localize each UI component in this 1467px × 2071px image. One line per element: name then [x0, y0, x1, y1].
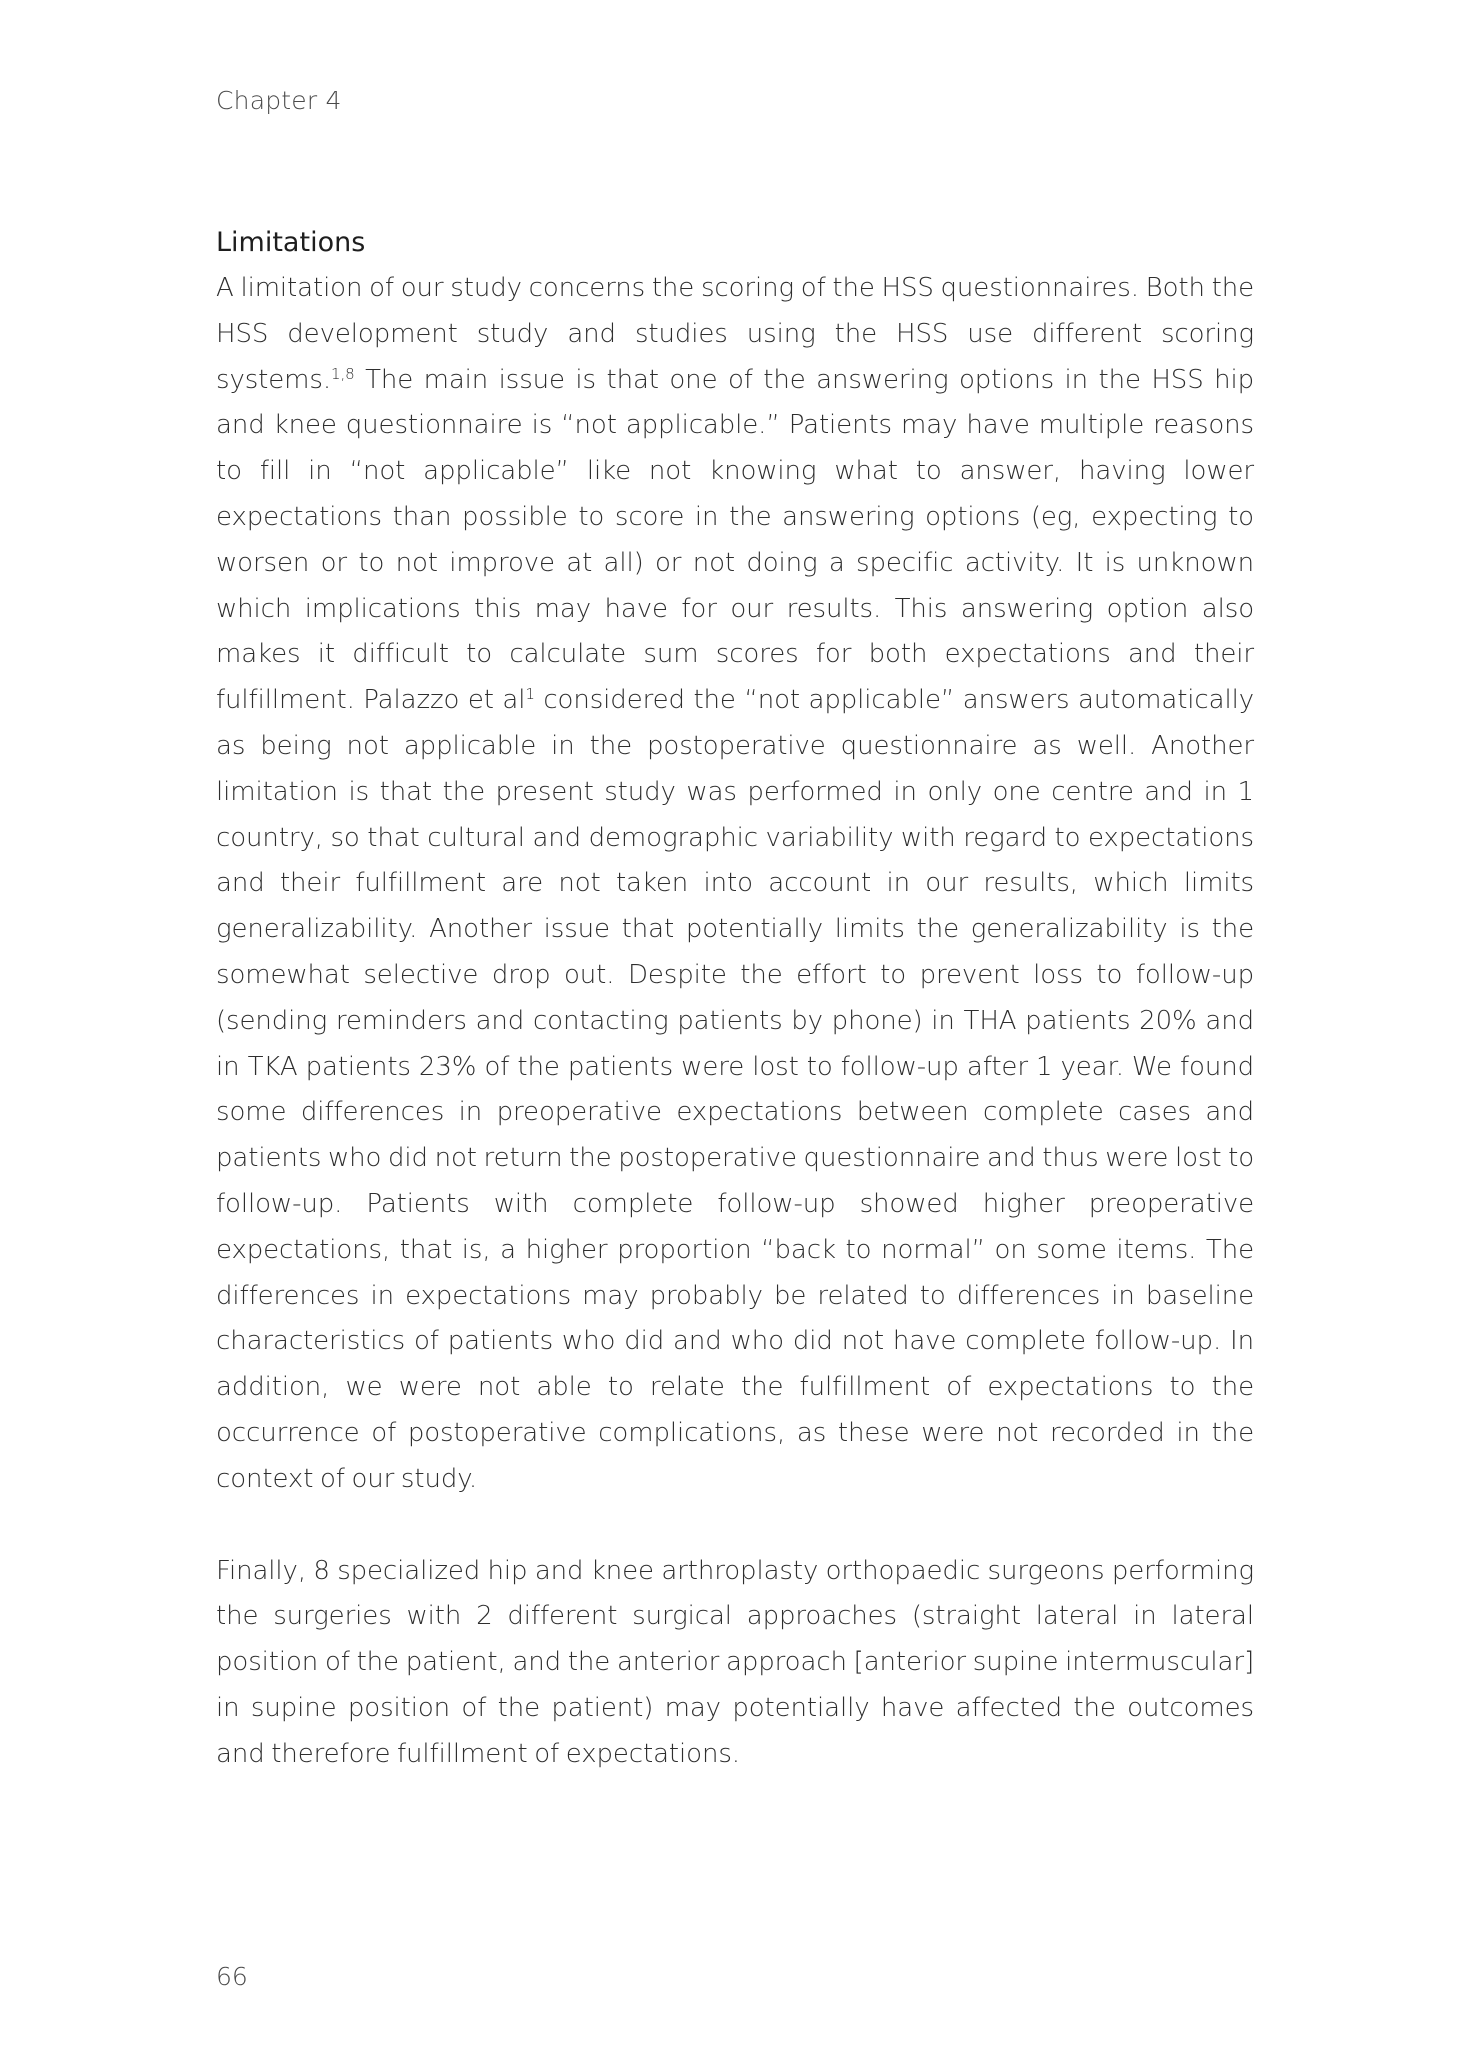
section-heading: Limitations — [216, 227, 366, 258]
running-head: Chapter 4 — [216, 86, 342, 115]
citation-superscript-1: 1,8 — [331, 364, 355, 383]
paragraph-1 — [216, 266, 1254, 1503]
paragraph-1-part-1: A limitation of our study concerns the scoring of the HSS questionnaires. Both the HSS development study and studies using the HSS use different scoring systems. — [216, 273, 1254, 395]
paragraph-1-part-3: considered the “not applicable” answers automatically as being not applicable in the postoperative questionnaire as well. Another limitation is that the present study was performed in only one centre and in 1 country, so that cultural and demographic variability with regard to expectations and their fulfillment are not taken into account in our results, which limits generalizability. Another issue that potentially limits the generalizability is the somewhat selective drop out. Despite the effort to prevent loss to follow-up (sending reminders and contacting patients by phone) in THA patients 20% and in TKA patients 23% of the patients were lost to follow-up after 1 year. We found some differences in preoperative expectations between complete cases and patients who did not return the postoperative questionnaire and thus were lost to follow-up. Patients with complete follow-up showed higher preoperative expectations, that is, a higher proportion “back to normal” on some items. The differences in expectations may probably be related to differences in baseline characteristics of patients who did and who did not have complete follow-up. In addition, we were not able to relate the fulfillment of expectations to the occurrence of postoperative complications, as these were not recorded in the context of our study. — [216, 685, 1254, 1494]
citation-superscript-2: 1 — [525, 685, 535, 704]
paragraph-1-part-2: The main issue is that one of the answering options in the HSS hip and knee questionnaire is “not applicable.” Patients may have multiple reasons to fill in “not applicable” like not knowing what to answer, having lower expectations than possible to score in the answering options (eg, expecting to worsen or to not improve at all) or not doing a specific activity. It is unknown which implications this may have for our results. This answering option also makes it difficult to calculate sum scores for both expectations and their fulfillment. Palazzo et al — [216, 364, 1254, 716]
paragraph-2: Finally, 8 specialized hip and knee arthroplasty orthopaedic surgeons performing the surgeries with 2 different surgical approaches (straight lateral in lateral position of the patient, and the anterior approach [anterior supine intermuscular] in supine position of the patient) may potentially have affected the outcomes and therefore fulfillment of expectations. — [216, 1555, 1254, 1769]
page-number: 66 — [216, 1962, 248, 1991]
main-content — [216, 220, 1254, 1778]
